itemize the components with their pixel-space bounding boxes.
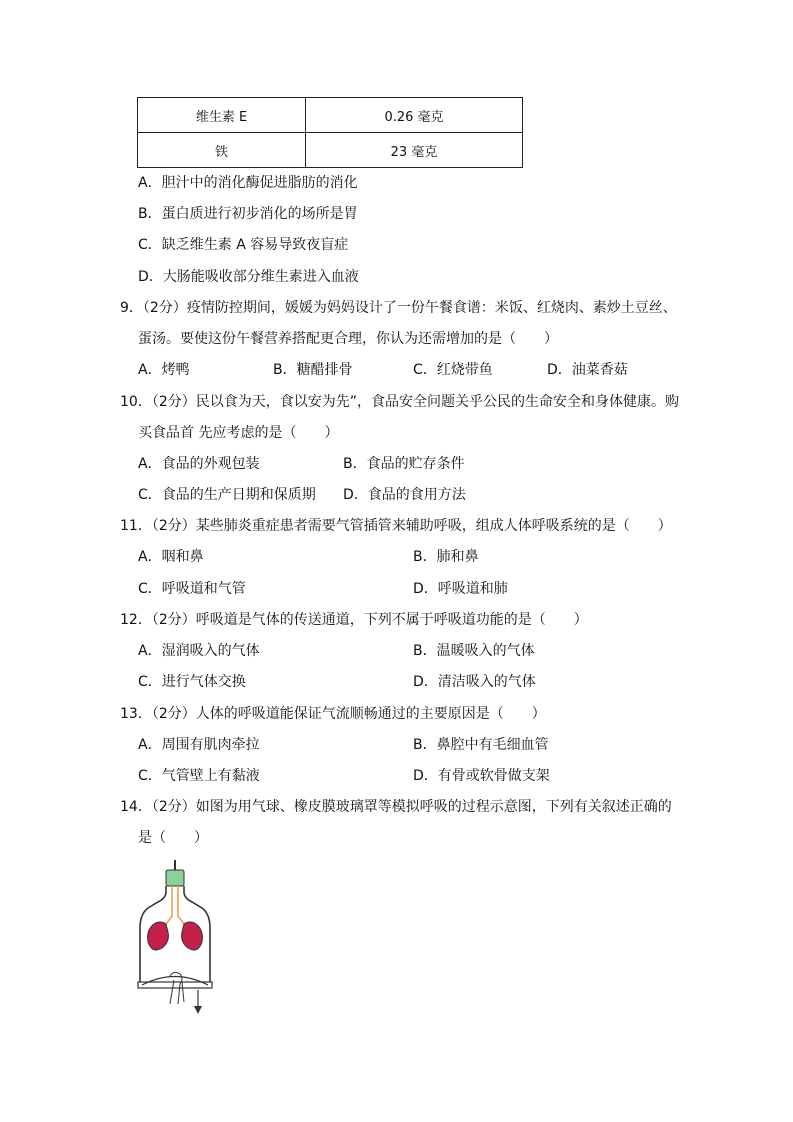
table-cell-value: 23 毫克 <box>306 133 523 168</box>
q9-option-b[interactable]: B．糖醋排骨 <box>273 362 353 378</box>
q14-stem-line1: 14．（2分）如图为用气球、橡皮膜玻璃罩等模拟呼吸的过程示意图，下列有关叙述正确的 <box>120 799 672 815</box>
right-balloon <box>182 922 203 950</box>
q10-stem-line1: 10．（2分）民以食为天，食以安为先”，食品安全问题关乎公民的生命安全和身体健康。购 <box>120 394 679 410</box>
q12-option-c[interactable]: C．进行气体交换 <box>138 674 246 690</box>
q13-option-b[interactable]: B．鼻腔中有毛细血管 <box>413 737 549 753</box>
left-balloon <box>148 922 169 950</box>
q8-option-b[interactable]: B．蛋白质进行初步消化的场所是胃 <box>138 206 358 222</box>
q8-option-d[interactable]: D．大肠能吸收部分维生素进入血液 <box>138 269 359 285</box>
q9-option-a[interactable]: A．烤鸭 <box>138 362 190 378</box>
table-cell-name: 铁 <box>138 133 306 168</box>
q9-option-c[interactable]: C．红烧带鱼 <box>413 362 493 378</box>
q11-option-d[interactable]: D．呼吸道和肺 <box>413 581 508 597</box>
q11-option-a[interactable]: A．咽和鼻 <box>138 549 204 565</box>
table-row <box>138 133 523 168</box>
q13-option-d[interactable]: D．有骨或软骨做支架 <box>413 768 550 784</box>
q11-option-c[interactable]: C．呼吸道和气管 <box>138 581 246 597</box>
q13-option-a[interactable]: A．周围有肌肉牵拉 <box>138 737 260 753</box>
q9-stem-line1: 9．（2分）疫情防控期间，媛媛为妈妈设计了一份午餐食谱：米饭、红烧肉、素炒土豆丝、 <box>120 300 677 316</box>
q10-option-c[interactable]: C．食品的生产日期和保质期 <box>138 487 316 503</box>
q12-option-b[interactable]: B．温暖吸入的气体 <box>413 643 535 659</box>
q8-option-c[interactable]: C．缺乏维生素 A 容易导致夜盲症 <box>138 237 349 253</box>
q10-option-a[interactable]: A．食品的外观包装 <box>138 456 260 472</box>
q12-option-a[interactable]: A．湿润吸入的气体 <box>138 643 260 659</box>
arrow-down-icon <box>194 1006 202 1014</box>
q12-option-d[interactable]: D．清洁吸入的气体 <box>413 674 536 690</box>
rubber-stopper <box>166 870 184 886</box>
q9-stem-line2: 蛋汤。要使这份午餐营养搭配更合理，你认为还需增加的是（ ） <box>138 331 558 347</box>
q8-option-a[interactable]: A．胆汁中的消化酶促进脂肪的消化 <box>138 175 358 191</box>
q14-stem-line2: 是（ ） <box>138 830 208 846</box>
q11-option-b[interactable]: B．肺和鼻 <box>413 549 479 565</box>
table-row <box>138 98 523 133</box>
bell-jar-lung-model-figure <box>130 858 220 1018</box>
q12-stem: 12．（2分）呼吸道是气体的传送通道，下列不属于呼吸道功能的是（ ） <box>120 612 588 628</box>
q13-stem: 13．（2分）人体的呼吸道能保证气流顺畅通过的主要原因是（ ） <box>120 706 546 722</box>
q10-option-b[interactable]: B．食品的贮存条件 <box>343 456 465 472</box>
table-cell-value: 0.26 毫克 <box>306 98 523 133</box>
nutrition-table <box>137 97 523 168</box>
table-cell-name: 维生素 E <box>138 98 306 133</box>
q11-stem: 11．（2分）某些肺炎重症患者需要气管插管来辅助呼吸，组成人体呼吸系统的是（ ） <box>120 518 672 534</box>
q10-stem-line2: 买食品首 先应考虑的是（ ） <box>138 425 339 441</box>
q9-option-d[interactable]: D．油菜香菇 <box>547 362 628 378</box>
q13-option-c[interactable]: C．气管壁上有黏液 <box>138 768 260 784</box>
q10-option-d[interactable]: D．食品的食用方法 <box>343 487 466 503</box>
